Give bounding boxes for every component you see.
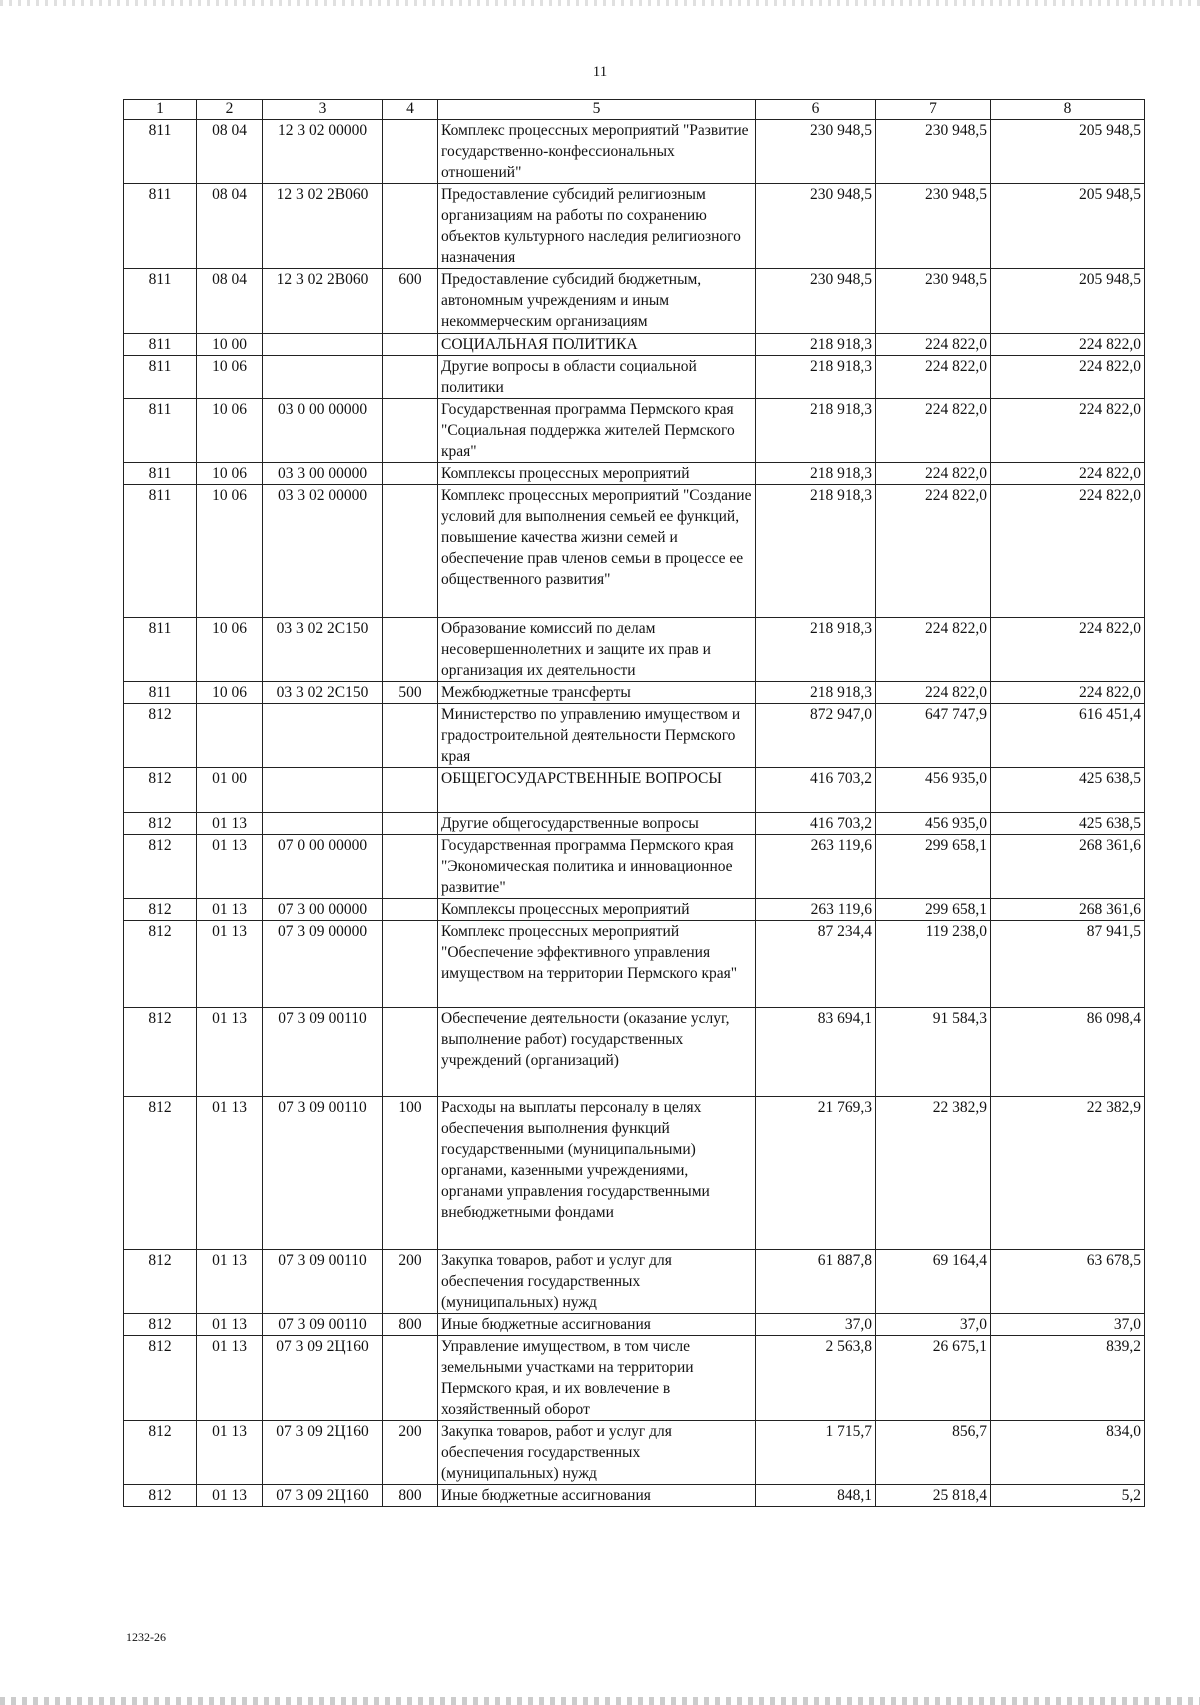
table-row [124,485,1145,618]
cell-amount-year-2: 224 822,0 [876,334,991,356]
cell-description: Закупка товаров, работ и услуг для обеспечения государственных (муниципальных) нужд [438,1250,756,1314]
cell-amount-year-3: 205 948,5 [991,184,1145,269]
cell-amount-year-1: 416 703,2 [756,813,876,835]
cell-amount-year-1: 61 887,8 [756,1250,876,1314]
cell-section-code: 01 13 [197,899,263,921]
header-col-1: 1 [124,100,197,120]
cell-description: Комплекс процессных мероприятий "Обеспечение эффективного управления имуществом на территории Пермского края" [438,921,756,1008]
cell-amount-year-1: 218 918,3 [756,682,876,704]
cell-amount-year-1: 230 948,5 [756,184,876,269]
cell-description: Комплексы процессных мероприятий [438,899,756,921]
table-row [124,1421,1145,1485]
cell-amount-year-3: 425 638,5 [991,813,1145,835]
scan-bottom-edge [0,1697,1200,1705]
cell-amount-year-1: 218 918,3 [756,485,876,618]
cell-amount-year-2: 230 948,5 [876,184,991,269]
cell-admin-code: 811 [124,356,197,399]
cell-expense-type [383,768,438,813]
cell-amount-year-3: 224 822,0 [991,356,1145,399]
cell-section-code: 08 04 [197,120,263,184]
cell-description: Государственная программа Пермского края "Экономическая политика и инновационное развитие" [438,835,756,899]
cell-expense-type [383,120,438,184]
cell-target-article: 03 3 02 2С150 [263,682,383,704]
cell-amount-year-2: 37,0 [876,1314,991,1336]
cell-description: Комплекс процессных мероприятий "Развитие государственно-конфессиональных отношений" [438,120,756,184]
cell-amount-year-2: 456 935,0 [876,813,991,835]
cell-admin-code: 812 [124,1314,197,1336]
cell-amount-year-2: 224 822,0 [876,356,991,399]
table-row [124,356,1145,399]
cell-expense-type: 800 [383,1314,438,1336]
cell-amount-year-3: 22 382,9 [991,1097,1145,1250]
cell-description: Предоставление субсидий бюджетным, автономным учреждениям и иным некоммерческим организациям [438,269,756,334]
cell-description: Обеспечение деятельности (оказание услуг, выполнение работ) государственных учреждений (организаций) [438,1008,756,1097]
cell-expense-type [383,704,438,768]
cell-description: Образование комиссий по делам несовершеннолетних и защите их прав и организация их деятельности [438,618,756,682]
page-number: 11 [592,64,608,80]
table-row [124,704,1145,768]
cell-admin-code: 812 [124,1097,197,1250]
cell-target-article [263,813,383,835]
cell-expense-type: 600 [383,269,438,334]
cell-target-article [263,356,383,399]
cell-target-article: 07 3 09 2Ц160 [263,1421,383,1485]
header-col-2: 2 [197,100,263,120]
cell-section-code: 01 00 [197,768,263,813]
cell-section-code: 01 13 [197,1314,263,1336]
header-col-7: 7 [876,100,991,120]
cell-amount-year-1: 263 119,6 [756,835,876,899]
cell-amount-year-1: 2 563,8 [756,1336,876,1421]
cell-expense-type [383,356,438,399]
cell-amount-year-2: 224 822,0 [876,682,991,704]
scan-top-edge [0,0,1200,6]
cell-amount-year-2: 25 818,4 [876,1485,991,1507]
table-row [124,1485,1145,1507]
cell-expense-type [383,399,438,463]
cell-description: Комплекс процессных мероприятий "Создание условий для выполнения семьей ее функций, повышение качества жизни семей и обеспечение прав членов семьи в процессе ее общественного развития" [438,485,756,618]
cell-expense-type [383,1336,438,1421]
cell-target-article [263,704,383,768]
cell-amount-year-2: 456 935,0 [876,768,991,813]
table-row [124,813,1145,835]
cell-admin-code: 812 [124,768,197,813]
cell-amount-year-3: 616 451,4 [991,704,1145,768]
cell-target-article: 12 3 02 2В060 [263,269,383,334]
cell-amount-year-3: 86 098,4 [991,1008,1145,1097]
header-col-4: 4 [383,100,438,120]
cell-target-article: 07 3 09 00110 [263,1314,383,1336]
cell-amount-year-2: 647 747,9 [876,704,991,768]
cell-amount-year-3: 425 638,5 [991,768,1145,813]
cell-target-article: 07 3 09 00110 [263,1250,383,1314]
cell-amount-year-1: 218 918,3 [756,618,876,682]
cell-amount-year-3: 224 822,0 [991,485,1145,618]
cell-amount-year-1: 218 918,3 [756,334,876,356]
table-row [124,269,1145,334]
cell-amount-year-2: 224 822,0 [876,399,991,463]
cell-target-article: 03 0 00 00000 [263,399,383,463]
cell-section-code: 10 06 [197,463,263,485]
table-row [124,768,1145,813]
cell-expense-type: 800 [383,1485,438,1507]
table-row [124,682,1145,704]
cell-expense-type [383,813,438,835]
cell-amount-year-1: 218 918,3 [756,463,876,485]
cell-amount-year-2: 224 822,0 [876,463,991,485]
cell-target-article: 12 3 02 2В060 [263,184,383,269]
cell-description: Иные бюджетные ассигнования [438,1485,756,1507]
cell-admin-code: 812 [124,1336,197,1421]
table-row [124,1250,1145,1314]
cell-target-article: 03 3 00 00000 [263,463,383,485]
cell-admin-code: 812 [124,1250,197,1314]
table-row [124,463,1145,485]
cell-amount-year-2: 224 822,0 [876,485,991,618]
budget-table [123,99,1145,1507]
table-body [124,120,1145,1507]
table-row [124,1336,1145,1421]
cell-section-code: 01 13 [197,1336,263,1421]
cell-description: Государственная программа Пермского края "Социальная поддержка жителей Пермского края" [438,399,756,463]
cell-admin-code: 812 [124,899,197,921]
table-row [124,1314,1145,1336]
cell-description: Межбюджетные трансферты [438,682,756,704]
table-row [124,120,1145,184]
cell-section-code: 01 13 [197,1250,263,1314]
cell-target-article: 07 3 09 00000 [263,921,383,1008]
cell-expense-type [383,835,438,899]
cell-section-code: 01 13 [197,835,263,899]
cell-admin-code: 812 [124,704,197,768]
cell-expense-type [383,184,438,269]
cell-section-code [197,704,263,768]
cell-target-article: 07 3 09 2Ц160 [263,1485,383,1507]
cell-admin-code: 811 [124,463,197,485]
cell-admin-code: 811 [124,618,197,682]
cell-amount-year-3: 224 822,0 [991,463,1145,485]
cell-amount-year-3: 224 822,0 [991,682,1145,704]
cell-expense-type: 500 [383,682,438,704]
cell-target-article: 03 3 02 00000 [263,485,383,618]
cell-amount-year-3: 268 361,6 [991,835,1145,899]
header-col-3: 3 [263,100,383,120]
header-col-8: 8 [991,100,1145,120]
cell-description: Другие вопросы в области социальной политики [438,356,756,399]
cell-admin-code: 811 [124,399,197,463]
header-col-5: 5 [438,100,756,120]
cell-target-article [263,768,383,813]
cell-target-article [263,334,383,356]
cell-amount-year-3: 63 678,5 [991,1250,1145,1314]
table-row [124,618,1145,682]
cell-description: Иные бюджетные ассигнования [438,1314,756,1336]
cell-admin-code: 812 [124,921,197,1008]
cell-amount-year-1: 1 715,7 [756,1421,876,1485]
cell-admin-code: 811 [124,485,197,618]
cell-description: Закупка товаров, работ и услуг для обеспечения государственных (муниципальных) нужд [438,1421,756,1485]
cell-description: Другие общегосударственные вопросы [438,813,756,835]
cell-amount-year-1: 218 918,3 [756,399,876,463]
cell-section-code: 01 13 [197,1097,263,1250]
cell-description: Расходы на выплаты персоналу в целях обеспечения выполнения функций государственными (муниципальными) органами, казенными учреждениями, органами управления государственными внебюджетными фондами [438,1097,756,1250]
cell-target-article: 03 3 02 2С150 [263,618,383,682]
cell-amount-year-1: 263 119,6 [756,899,876,921]
document-code: 1232-26 [126,1630,166,1644]
cell-amount-year-3: 37,0 [991,1314,1145,1336]
cell-amount-year-3: 224 822,0 [991,618,1145,682]
header-row [124,100,1145,120]
cell-amount-year-3: 5,2 [991,1485,1145,1507]
cell-amount-year-1: 83 694,1 [756,1008,876,1097]
cell-description: ОБЩЕГОСУДАРСТВЕННЫЕ ВОПРОСЫ [438,768,756,813]
cell-target-article: 07 3 09 00110 [263,1008,383,1097]
cell-section-code: 08 04 [197,184,263,269]
cell-amount-year-2: 22 382,9 [876,1097,991,1250]
cell-description: СОЦИАЛЬНАЯ ПОЛИТИКА [438,334,756,356]
cell-amount-year-1: 218 918,3 [756,356,876,399]
cell-section-code: 01 13 [197,813,263,835]
cell-expense-type [383,334,438,356]
cell-expense-type [383,921,438,1008]
cell-amount-year-1: 21 769,3 [756,1097,876,1250]
cell-expense-type [383,485,438,618]
cell-expense-type [383,463,438,485]
cell-admin-code: 811 [124,682,197,704]
cell-amount-year-2: 856,7 [876,1421,991,1485]
table-row [124,1097,1145,1250]
table-row [124,334,1145,356]
cell-expense-type: 200 [383,1421,438,1485]
cell-section-code: 01 13 [197,1421,263,1485]
cell-section-code: 10 06 [197,618,263,682]
cell-amount-year-1: 87 234,4 [756,921,876,1008]
cell-expense-type [383,1008,438,1097]
cell-description: Управление имуществом, в том числе земельными участками на территории Пермского края, и их вовлечение в хозяйственный оборот [438,1336,756,1421]
cell-amount-year-2: 91 584,3 [876,1008,991,1097]
cell-admin-code: 812 [124,813,197,835]
cell-amount-year-3: 839,2 [991,1336,1145,1421]
cell-admin-code: 812 [124,1485,197,1507]
cell-admin-code: 811 [124,269,197,334]
cell-amount-year-3: 268 361,6 [991,899,1145,921]
cell-amount-year-3: 224 822,0 [991,334,1145,356]
cell-section-code: 10 06 [197,356,263,399]
cell-target-article: 07 3 09 00110 [263,1097,383,1250]
cell-amount-year-1: 848,1 [756,1485,876,1507]
cell-section-code: 08 04 [197,269,263,334]
cell-amount-year-3: 87 941,5 [991,921,1145,1008]
cell-amount-year-3: 834,0 [991,1421,1145,1485]
cell-section-code: 01 13 [197,921,263,1008]
cell-section-code: 10 06 [197,485,263,618]
cell-amount-year-1: 416 703,2 [756,768,876,813]
cell-amount-year-2: 299 658,1 [876,899,991,921]
table-row [124,921,1145,1008]
table-row [124,184,1145,269]
cell-amount-year-2: 299 658,1 [876,835,991,899]
cell-amount-year-2: 69 164,4 [876,1250,991,1314]
cell-amount-year-3: 205 948,5 [991,120,1145,184]
cell-target-article: 07 3 09 2Ц160 [263,1336,383,1421]
cell-amount-year-1: 230 948,5 [756,269,876,334]
cell-admin-code: 811 [124,334,197,356]
cell-amount-year-2: 26 675,1 [876,1336,991,1421]
cell-section-code: 10 00 [197,334,263,356]
cell-amount-year-2: 230 948,5 [876,120,991,184]
cell-description: Комплексы процессных мероприятий [438,463,756,485]
cell-admin-code: 811 [124,120,197,184]
cell-section-code: 01 13 [197,1008,263,1097]
cell-expense-type [383,618,438,682]
cell-admin-code: 812 [124,1421,197,1485]
cell-amount-year-3: 224 822,0 [991,399,1145,463]
cell-amount-year-2: 224 822,0 [876,618,991,682]
table-row [124,1008,1145,1097]
cell-section-code: 10 06 [197,682,263,704]
table-row [124,835,1145,899]
cell-section-code: 10 06 [197,399,263,463]
cell-expense-type [383,899,438,921]
cell-target-article: 12 3 02 00000 [263,120,383,184]
cell-amount-year-2: 230 948,5 [876,269,991,334]
cell-admin-code: 812 [124,835,197,899]
cell-description: Министерство по управлению имуществом и градостроительной деятельности Пермского края [438,704,756,768]
cell-section-code: 01 13 [197,1485,263,1507]
table-row [124,899,1145,921]
cell-amount-year-3: 205 948,5 [991,269,1145,334]
cell-expense-type: 200 [383,1250,438,1314]
header-col-6: 6 [756,100,876,120]
cell-amount-year-2: 119 238,0 [876,921,991,1008]
cell-target-article: 07 0 00 00000 [263,835,383,899]
cell-amount-year-1: 230 948,5 [756,120,876,184]
cell-target-article: 07 3 00 00000 [263,899,383,921]
table-row [124,399,1145,463]
cell-admin-code: 811 [124,184,197,269]
cell-description: Предоставление субсидий религиозным организациям на работы по сохранению объектов культурного наследия религиозного назначения [438,184,756,269]
cell-amount-year-1: 37,0 [756,1314,876,1336]
cell-amount-year-1: 872 947,0 [756,704,876,768]
cell-admin-code: 812 [124,1008,197,1097]
cell-expense-type: 100 [383,1097,438,1250]
